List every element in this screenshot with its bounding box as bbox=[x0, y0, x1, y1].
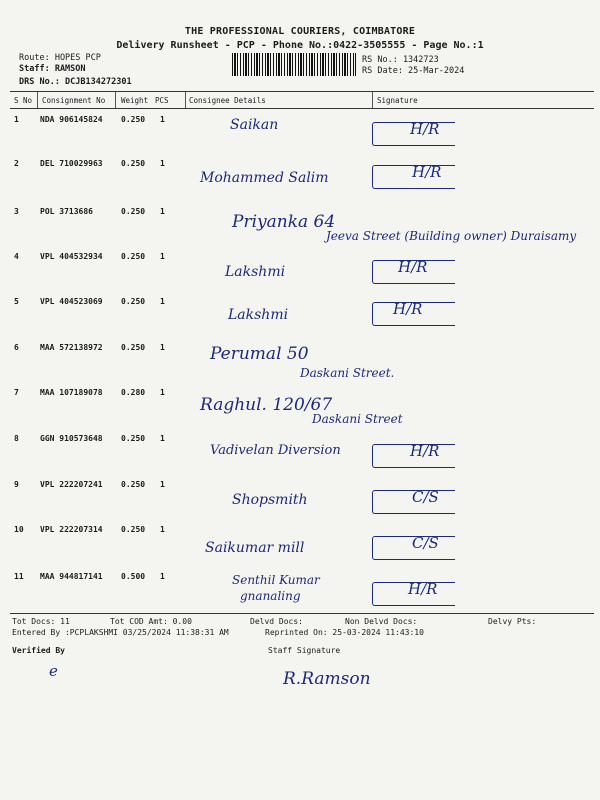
row-consignment: VPL 404523069 bbox=[40, 297, 103, 306]
row-signature: H/R bbox=[408, 580, 438, 598]
row-consignment: VPL 404532934 bbox=[40, 252, 103, 261]
rs-date: RS Date: 25-Mar-2024 bbox=[362, 66, 465, 76]
total-docs: Tot Docs: 11 bbox=[12, 617, 70, 626]
row-consignee-name: Saikan bbox=[230, 117, 279, 133]
route-label: Route: HOPES PCP bbox=[19, 53, 101, 63]
row-consignment: MAA 944817141 bbox=[40, 572, 103, 581]
delivery-points: Delvy Pts: bbox=[488, 617, 537, 626]
delivered-docs: Delvd Docs: bbox=[250, 617, 303, 626]
entered-by: Entered By :PCPLAKSHMI 03/25/2024 11:38:31 AM bbox=[12, 628, 229, 637]
row-sno: 4 bbox=[14, 252, 19, 261]
table-header-rule bbox=[10, 108, 594, 109]
row-sno: 5 bbox=[14, 297, 19, 306]
row-consignment: NDA 906145824 bbox=[40, 115, 103, 124]
row-consignee-name: Mohammed Salim bbox=[200, 170, 329, 186]
row-consignee-name: Saikumar mill bbox=[205, 540, 305, 556]
row-weight: 0.250 bbox=[121, 434, 146, 443]
reprinted-on: Reprinted On: 25-03-2024 11:43:10 bbox=[265, 628, 424, 637]
rs-number: RS No.: 1342723 bbox=[362, 55, 439, 65]
row-signature: H/R bbox=[412, 163, 442, 181]
row-pcs: 1 bbox=[160, 297, 165, 306]
barcode-image bbox=[232, 53, 356, 76]
total-cod: Tot COD Amt: 0.00 bbox=[110, 617, 192, 626]
row-sno: 9 bbox=[14, 480, 19, 489]
row-signature: H/R bbox=[398, 258, 428, 276]
row-consignee-name: Priyanka 64 bbox=[232, 212, 336, 232]
row-consignee-name: Lakshmi bbox=[225, 264, 286, 280]
staff-signature: R.Ramson bbox=[283, 669, 371, 689]
row-weight: 0.250 bbox=[121, 525, 146, 534]
row-consignee-address: Jeeva Street (Building owner) Duraisamy bbox=[326, 229, 577, 243]
row-consignment: POL 3713686 bbox=[40, 207, 93, 216]
footer-rule bbox=[10, 613, 594, 614]
row-signature: C/S bbox=[412, 534, 439, 552]
row-weight: 0.250 bbox=[121, 297, 146, 306]
row-consignment: VPL 222207314 bbox=[40, 525, 103, 534]
row-consignment: DEL 710029963 bbox=[40, 159, 103, 168]
col-sno: S No bbox=[14, 96, 33, 105]
col-consignment: Consignment No bbox=[42, 96, 106, 105]
company-title: THE PROFESSIONAL COURIERS, COIMBATORE bbox=[184, 26, 416, 37]
row-pcs: 1 bbox=[160, 159, 165, 168]
col-pcs: PCS bbox=[155, 96, 169, 105]
row-sno: 6 bbox=[14, 343, 19, 352]
row-sno: 1 bbox=[14, 115, 19, 124]
row-consignment: MAA 107189078 bbox=[40, 388, 103, 397]
row-pcs: 1 bbox=[160, 388, 165, 397]
row-sno: 10 bbox=[14, 525, 24, 534]
row-pcs: 1 bbox=[160, 480, 165, 489]
drs-number: DRS No.: DCJB134272301 bbox=[19, 77, 132, 87]
row-sno: 11 bbox=[14, 572, 24, 581]
verifier-mark: e bbox=[49, 662, 58, 680]
row-consignment: MAA 572138972 bbox=[40, 343, 103, 352]
row-consignee-address: gnanaling bbox=[240, 589, 301, 603]
row-consignee-name: Perumal 50 bbox=[210, 344, 309, 364]
row-consignee-name: Shopsmith bbox=[232, 492, 308, 508]
row-pcs: 1 bbox=[160, 572, 165, 581]
row-weight: 0.280 bbox=[121, 388, 146, 397]
row-sno: 7 bbox=[14, 388, 19, 397]
row-weight: 0.250 bbox=[121, 115, 146, 124]
row-consignee-name: Raghul. 120/67 bbox=[200, 395, 333, 415]
row-sno: 8 bbox=[14, 434, 19, 443]
row-weight: 0.250 bbox=[121, 480, 146, 489]
col-weight: Weight bbox=[121, 96, 149, 105]
row-weight: 0.250 bbox=[121, 343, 146, 352]
col-signature: Signature bbox=[377, 96, 418, 105]
runsheet-subtitle: Delivery Runsheet - PCP - Phone No.:0422-3505555 - Page No.:1 bbox=[116, 40, 484, 51]
verified-by-label: Verified By bbox=[12, 646, 65, 655]
row-pcs: 1 bbox=[160, 252, 165, 261]
row-consignee-name: Senthil Kumar bbox=[232, 573, 320, 587]
row-signature: H/R bbox=[393, 300, 423, 318]
row-pcs: 1 bbox=[160, 343, 165, 352]
row-consignment: VPL 222207241 bbox=[40, 480, 103, 489]
row-pcs: 1 bbox=[160, 525, 165, 534]
staff-signature-label: Staff Signature bbox=[268, 646, 341, 655]
row-signature: H/R bbox=[410, 442, 440, 460]
row-consignee-address: Daskani Street. bbox=[300, 366, 395, 380]
row-pcs: 1 bbox=[160, 434, 165, 443]
row-signature: H/R bbox=[410, 120, 440, 138]
table-top-rule bbox=[10, 91, 594, 92]
row-sno: 2 bbox=[14, 159, 19, 168]
row-pcs: 1 bbox=[160, 207, 165, 216]
row-weight: 0.250 bbox=[121, 159, 146, 168]
row-weight: 0.250 bbox=[121, 252, 146, 261]
col-consignee: Consignee Details bbox=[189, 96, 266, 105]
staff-label: Staff: RAMSON bbox=[19, 64, 86, 74]
row-signature: C/S bbox=[412, 488, 439, 506]
row-weight: 0.250 bbox=[121, 207, 146, 216]
row-consignment: GGN 910573648 bbox=[40, 434, 103, 443]
row-consignee-name: Vadivelan Diversion bbox=[210, 443, 341, 458]
non-delivered-docs: Non Delvd Docs: bbox=[345, 617, 418, 626]
row-consignee-address: Daskani Street bbox=[312, 412, 403, 426]
row-sno: 3 bbox=[14, 207, 19, 216]
row-weight: 0.500 bbox=[121, 572, 146, 581]
row-consignee-name: Lakshmi bbox=[228, 307, 289, 323]
row-pcs: 1 bbox=[160, 115, 165, 124]
